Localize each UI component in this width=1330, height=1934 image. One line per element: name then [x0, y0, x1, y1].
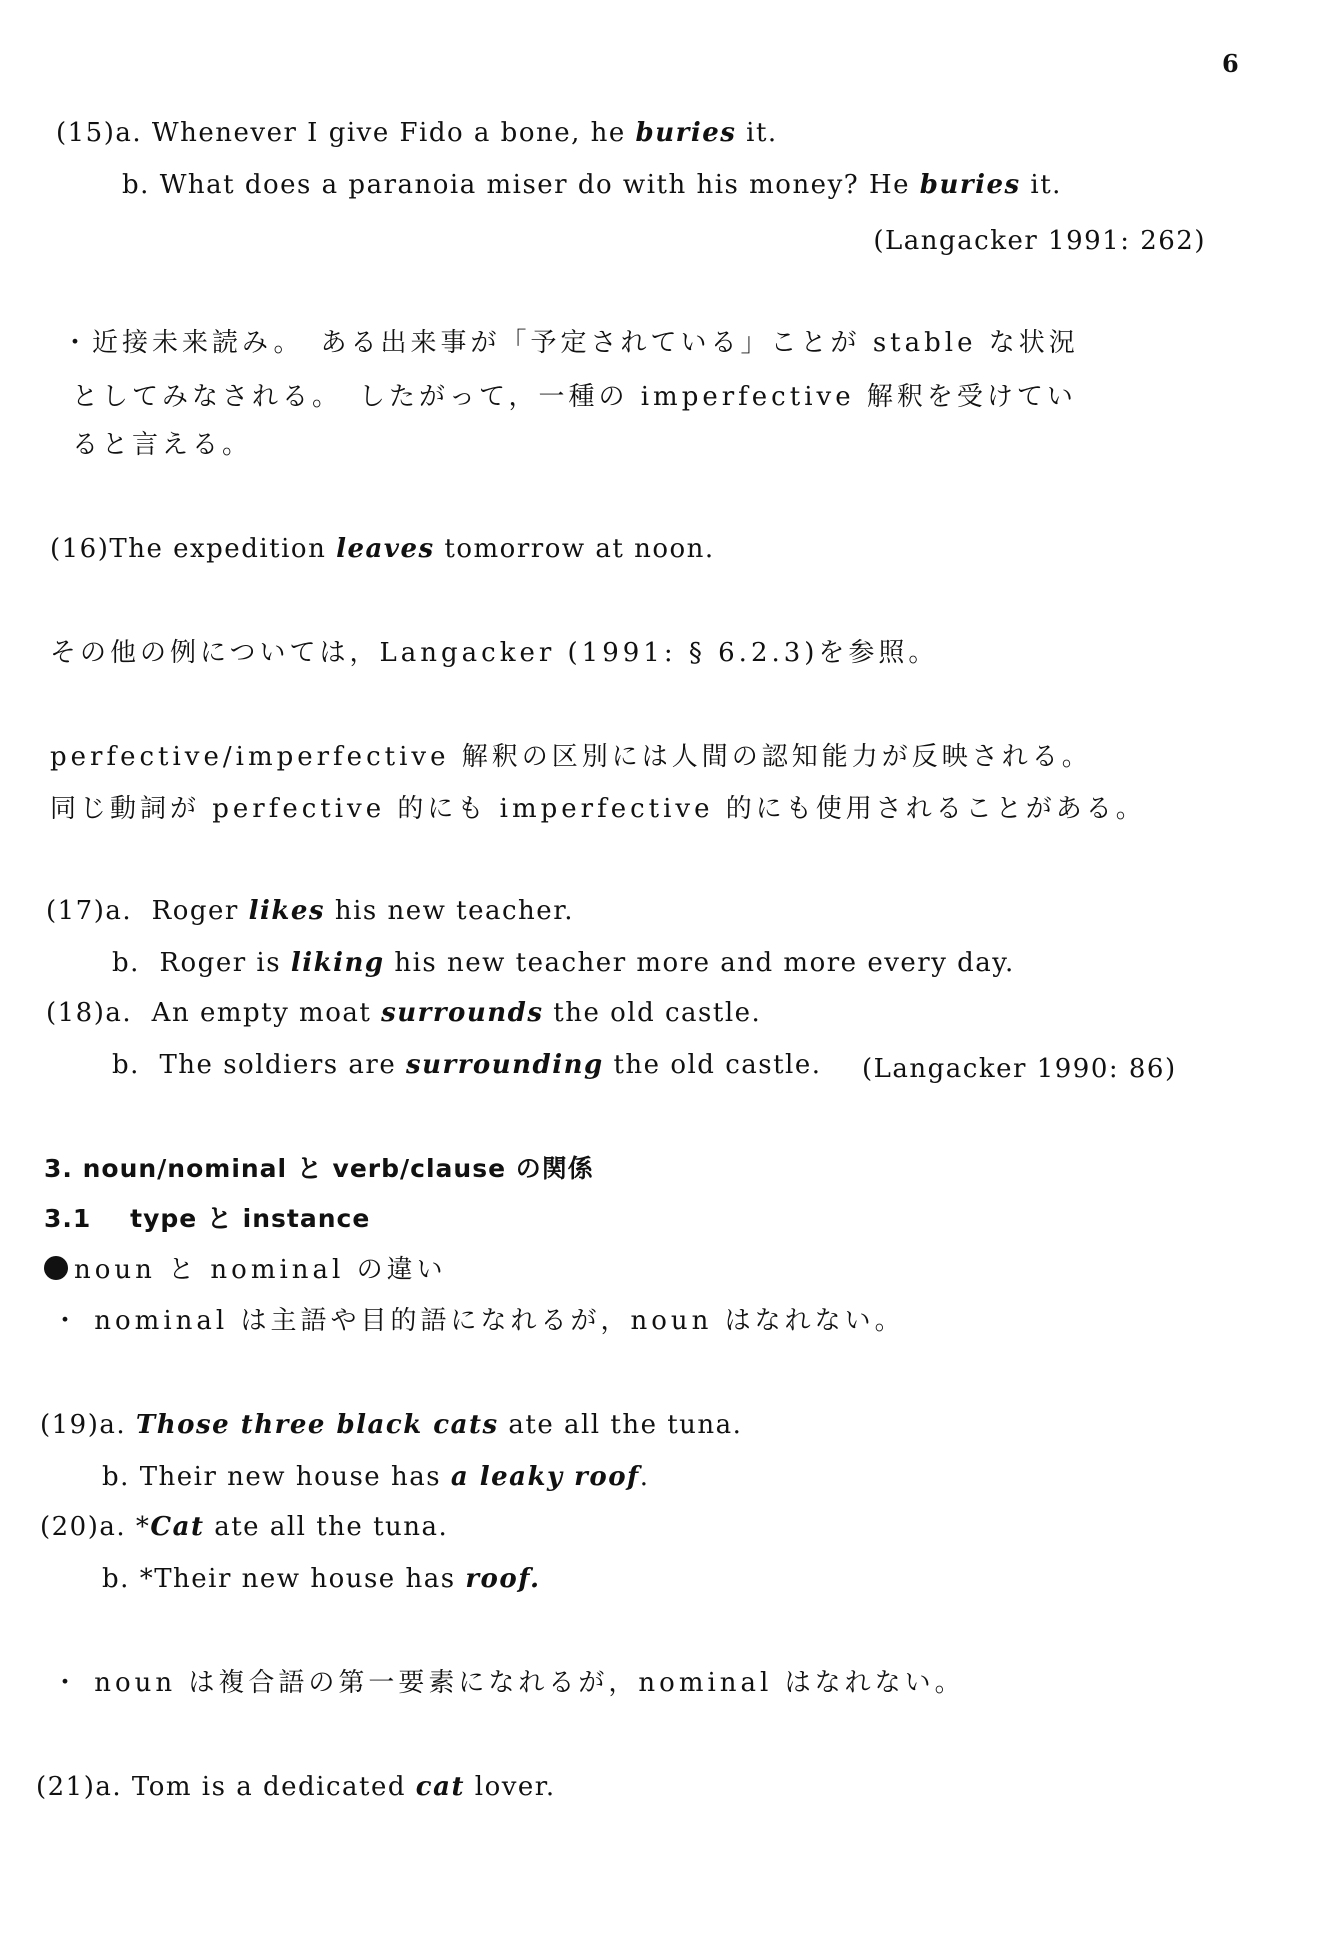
example-17a — [46, 898, 574, 924]
example-20b — [102, 1566, 541, 1592]
bullet-heading — [44, 1256, 447, 1283]
point-2: ・ noun は複合語の第一要素になれるが，nominal はなれない。 — [52, 1668, 965, 1698]
example-text: The soldiers are — [159, 1050, 406, 1080]
example-letter: a. — [105, 998, 133, 1028]
emphasized-nominal: a leaky roof — [450, 1462, 640, 1492]
section-3-1-heading — [44, 1206, 370, 1231]
emphasized-verb: leaves — [336, 534, 435, 564]
page-number: 6 — [1222, 49, 1241, 78]
example-text: the old castle. — [543, 998, 762, 1028]
note-near-future-line3: ると言える。 — [72, 430, 253, 460]
example-text: tomorrow at noon. — [434, 534, 715, 564]
note-near-future-line1: ・近接未来読み。 ある出来事が「予定されている」ことが stable な状況 — [62, 328, 1079, 358]
example-letter: a. — [115, 118, 143, 148]
emphasized-verb: likes — [248, 896, 326, 926]
example-19b — [102, 1464, 649, 1490]
example-text: Roger — [151, 896, 249, 926]
example-number: (16) — [50, 534, 110, 564]
example-text: ate all the tuna. — [498, 1410, 743, 1440]
bullet-heading-text: noun と nominal の違い — [74, 1255, 447, 1285]
point-1: ・ nominal は主語や目的語になれるが，noun はなれない。 — [52, 1306, 905, 1336]
example-text: it. — [1020, 170, 1062, 200]
section-number: 3.1 — [44, 1204, 92, 1233]
emphasized-nominal: Those three black cats — [135, 1410, 499, 1440]
bullet-dot-icon — [44, 1256, 68, 1280]
citation-18: (Langacker 1990: 86) — [862, 1054, 1177, 1084]
example-letter: a. — [95, 1772, 123, 1802]
ungrammatical-mark: * — [135, 1512, 151, 1542]
example-20a — [40, 1514, 448, 1540]
example-18b — [112, 1052, 822, 1078]
example-text: Roger is — [159, 948, 291, 978]
example-text: Tom is a dedicated — [131, 1772, 416, 1802]
example-15b — [122, 172, 1062, 198]
example-text: lover. — [464, 1772, 556, 1802]
example-19a — [40, 1412, 742, 1438]
emphasized-verb: liking — [290, 948, 385, 978]
example-letter: b. — [122, 170, 150, 200]
example-text: ate all the tuna. — [204, 1512, 449, 1542]
emphasized-noun: Cat — [150, 1512, 205, 1542]
example-16 — [50, 536, 715, 562]
example-17b — [112, 950, 1015, 976]
example-18a — [46, 1000, 761, 1026]
example-21a — [36, 1774, 556, 1800]
example-text: The expedition — [109, 534, 337, 564]
section-title: type と instance — [130, 1204, 371, 1233]
example-letter: b. — [112, 1050, 140, 1080]
example-text: his new teacher more and more every day. — [384, 948, 1015, 978]
example-text: What does a paranoia miser do with his money? He — [159, 170, 920, 200]
emphasized-verb: buries — [635, 118, 737, 148]
example-text: it. — [736, 118, 778, 148]
note-near-future-line2: としてみなされる。 したがって，一種の imperfective 解釈を受けてい — [72, 382, 1077, 412]
emphasized-verb: surrounding — [405, 1050, 604, 1080]
example-number: (21) — [36, 1772, 96, 1802]
example-number: (20) — [40, 1512, 100, 1542]
example-number: (17) — [46, 896, 106, 926]
perfective-note-line2: 同じ動詞が perfective 的にも imperfective 的にも使用されることがある。 — [50, 794, 1146, 824]
example-15a — [56, 120, 778, 146]
emphasized-verb: surrounds — [381, 998, 544, 1028]
example-number: (18) — [46, 998, 106, 1028]
perfective-note-line1: perfective/imperfective 解釈の区別には人間の認知能力が反映される。 — [50, 742, 1092, 772]
citation-15: (Langacker 1991: 262) — [873, 226, 1206, 256]
example-letter: b. — [102, 1462, 130, 1492]
example-letter: b. — [102, 1564, 130, 1594]
example-text: An empty moat — [151, 998, 382, 1028]
example-letter: a. — [99, 1512, 127, 1542]
example-letter: b. — [112, 948, 140, 978]
example-text: Whenever I give Fido a bone, he — [151, 118, 636, 148]
example-text: Their new house has — [139, 1462, 451, 1492]
example-text: the old castle. — [603, 1050, 822, 1080]
example-text: . — [639, 1462, 650, 1492]
example-number: (15) — [56, 118, 116, 148]
emphasized-noun: roof. — [465, 1564, 541, 1594]
emphasized-noun: cat — [415, 1772, 465, 1802]
section-3-heading: 3. noun/nominal と verb/clause の関係 — [44, 1154, 594, 1183]
other-examples-reference: その他の例については，Langacker (1991: § 6.2.3)を参照。 — [50, 638, 939, 668]
example-text: *Their new house has — [139, 1564, 466, 1594]
example-number: (19) — [40, 1410, 100, 1440]
example-text: his new teacher. — [325, 896, 575, 926]
example-letter: a. — [105, 896, 133, 926]
emphasized-verb: buries — [919, 170, 1021, 200]
example-letter: a. — [99, 1410, 127, 1440]
